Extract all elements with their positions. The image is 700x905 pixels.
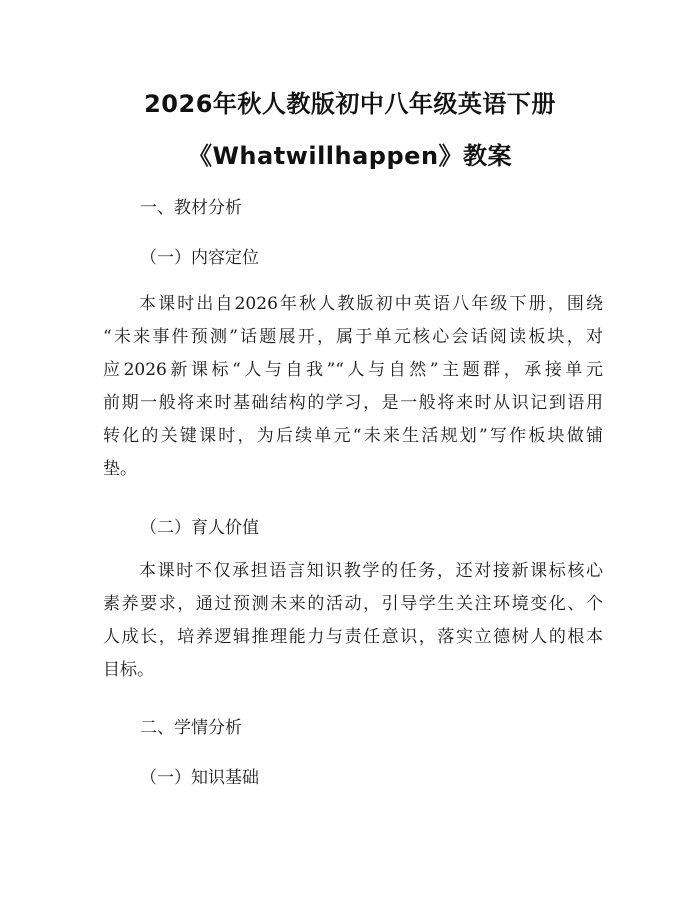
paragraph-line: 转化的关键课时，为后续单元“未来生活规划”写作板块做铺 [103, 426, 603, 446]
document-title-line-2: 《Whatwillhappen》教案 [187, 142, 513, 170]
paragraph-line: 人成长，培养逻辑推理能力与责任意识，落实立德树人的根本 [103, 627, 603, 647]
section-heading-textbook-analysis: 一、教材分析 [140, 198, 242, 218]
document-title-line-1: 2026年秋人教版初中八年级英语下册 [144, 90, 556, 118]
paragraph-line: 素养要求，通过预测未来的活动，引导学生关注环境变化、个 [103, 594, 603, 614]
subsection-heading-educational-value: （二）育人价值 [140, 518, 259, 538]
paragraph-line: 应2026新课标“人与自我”“人与自然”主题群，承接单元 [103, 360, 603, 380]
paragraph-line: “未来事件预测”话题展开，属于单元核心会话阅读板块，对 [103, 327, 603, 347]
paragraph-educational-value [103, 555, 603, 687]
section-heading-learner-analysis: 二、学情分析 [140, 718, 242, 738]
paragraph-line: 垫。 [103, 459, 137, 479]
paragraph-content-positioning [103, 288, 603, 486]
paragraph-line: 本课时出自2026年秋人教版初中英语八年级下册，围绕 [139, 294, 603, 314]
subsection-heading-content-positioning: （一）内容定位 [140, 248, 259, 268]
subsection-heading-knowledge-base: （一）知识基础 [140, 768, 259, 788]
paragraph-line: 本课时不仅承担语言知识教学的任务，还对接新课标核心 [139, 561, 603, 581]
paragraph-line: 前期一般将来时基础结构的学习，是一般将来时从识记到语用 [103, 393, 603, 413]
paragraph-line: 目标。 [103, 660, 154, 680]
